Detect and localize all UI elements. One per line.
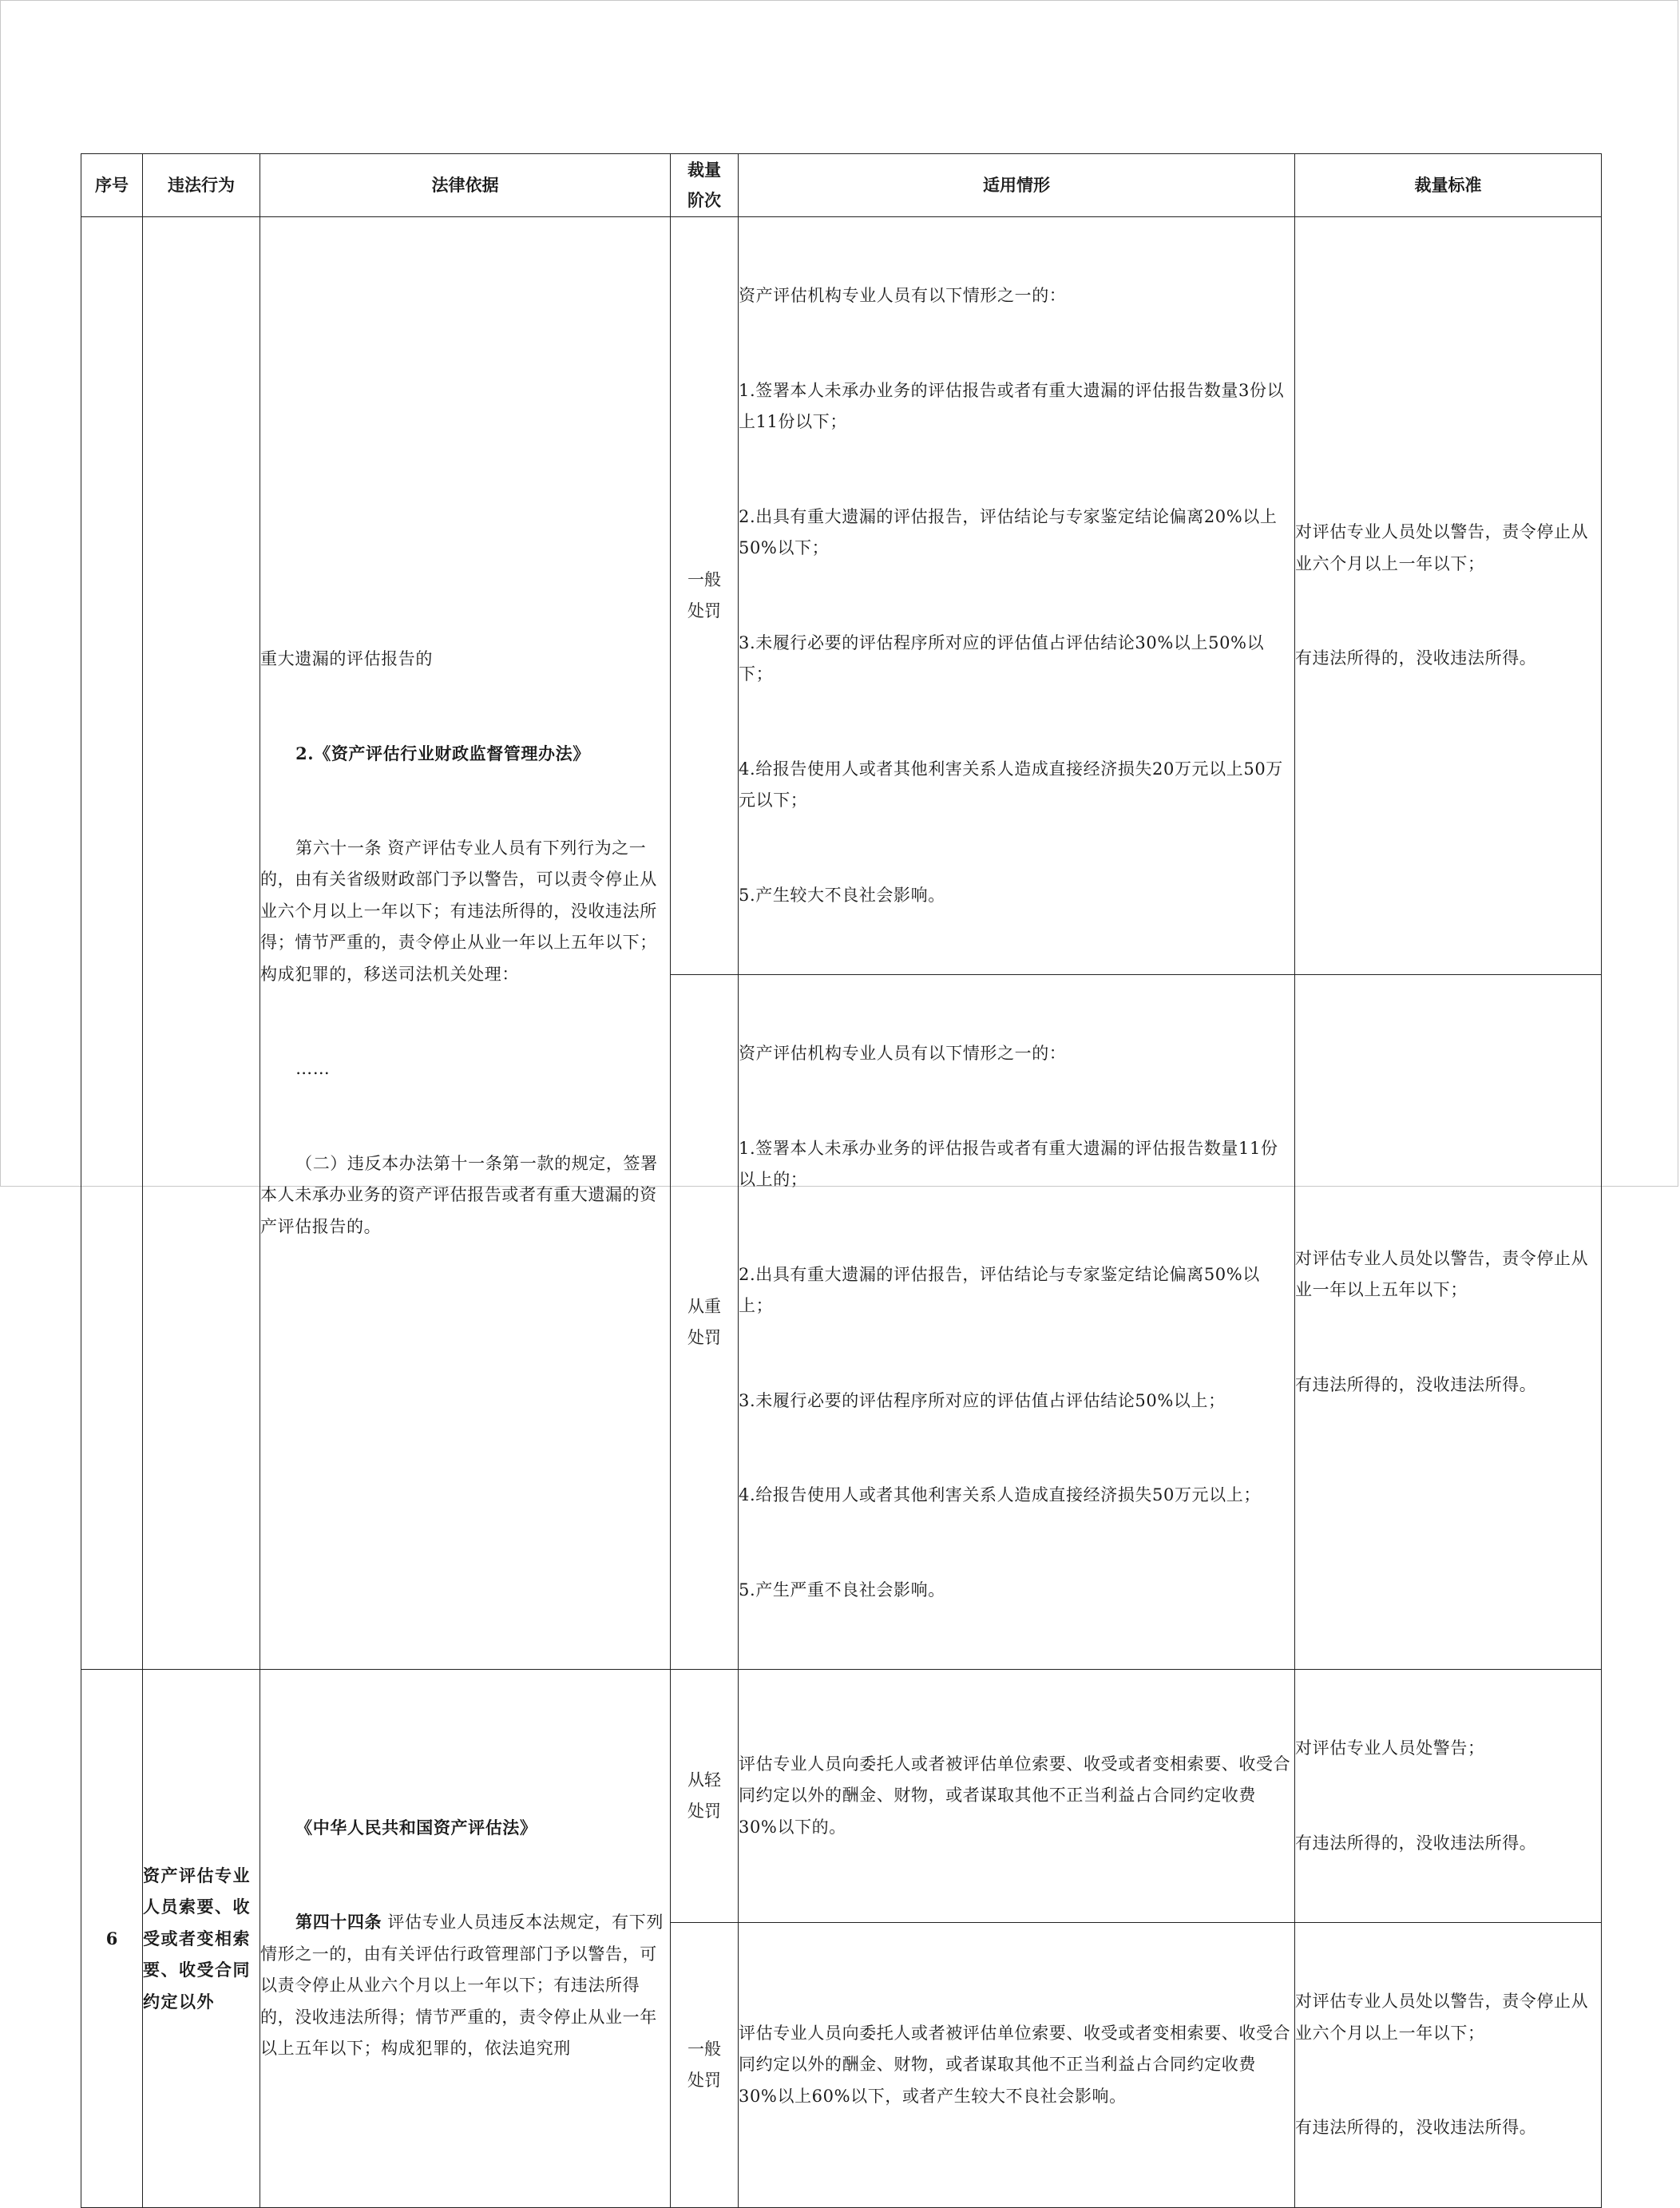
header-level-line2: 阶次 <box>687 190 721 210</box>
standard-cell <box>1295 975 1602 1670</box>
header-standard: 裁量标准 <box>1295 154 1602 217</box>
law-text-continuation: 重大遗漏的评估报告的 <box>260 648 433 668</box>
level-cell <box>671 1923 739 2208</box>
situation-item: 1.签署本人未承办业务的评估报告或者有重大遗漏的评估报告数量11份以上的； <box>739 1138 1278 1189</box>
table-row <box>81 1670 1602 1923</box>
standard-cell <box>1295 1670 1602 1923</box>
law-ellipsis: …… <box>295 1059 331 1079</box>
situation-item: 5.产生严重不良社会影响。 <box>739 1580 945 1600</box>
situation-item: 5.产生较大不良社会影响。 <box>739 885 945 905</box>
standard-cell <box>1295 1923 1602 2208</box>
standard-line: 有违法所得的，没收违法所得。 <box>1295 648 1537 668</box>
legal-basis-cell <box>260 217 671 1670</box>
serial-cell <box>81 217 143 1670</box>
situation-text: 评估专业人员向委托人或者被评估单位索要、收受或者变相索要、收受合同约定以外的酬金、财物，或者谋取其他不正当利益占合同约定收费30%以下的。 <box>739 1754 1291 1837</box>
header-legal-basis: 法律依据 <box>260 154 671 217</box>
situation-intro: 资产评估机构专业人员有以下情形之一的： <box>739 286 1067 305</box>
table-header-row <box>81 154 1602 217</box>
situation-item: 2.出具有重大遗漏的评估报告，评估结论与专家鉴定结论偏离20%以上50%以下； <box>739 506 1278 557</box>
article-text: 资产评估专业人员有下列行为之一的，由有关省级财政部门予以警告，可以责令停止从业六个月以上一年以下；有违法所得的，没收违法所得；情节严重的，责令停止从业一年以上五年以下；构成犯罪的，移送司法机关处理： <box>260 838 657 984</box>
situation-item: 4.给报告使用人或者其他利害关系人造成直接经济损失20万元以上50万元以下； <box>739 759 1283 810</box>
situation-cell <box>739 1923 1295 2208</box>
situation-cell <box>739 1670 1295 1923</box>
standard-line: 有违法所得的，没收违法所得。 <box>1295 1374 1537 1394</box>
article-label: 第四十四条 <box>295 1912 382 1932</box>
header-violation: 违法行为 <box>143 154 260 217</box>
standard-line: 对评估专业人员处以警告，责令停止从业一年以上五年以下； <box>1295 1248 1589 1300</box>
law-clause: （二）违反本办法第十一条第一款的规定，签署本人未承办业务的资产评估报告或者有重大遗漏的资产评估报告的。 <box>260 1153 658 1236</box>
situation-item: 3.未履行必要的评估程序所对应的评估值占评估结论30%以上50%以下； <box>739 632 1265 684</box>
violation-cell <box>143 217 260 1670</box>
level-line1: 从轻 <box>687 1770 721 1790</box>
table-row <box>81 217 1602 975</box>
header-serial: 序号 <box>81 154 143 217</box>
level-line2: 处罚 <box>687 1327 721 1347</box>
level-cell <box>671 1670 739 1923</box>
situation-cell <box>739 975 1295 1670</box>
situation-intro: 资产评估机构专业人员有以下情形之一的： <box>739 1044 1067 1063</box>
law-article <box>260 833 670 991</box>
level-line1: 一般 <box>687 2039 721 2059</box>
standard-line: 有违法所得的，没收违法所得。 <box>1295 1833 1537 1853</box>
standard-line: 对评估专业人员处警告； <box>1295 1738 1485 1758</box>
situation-item: 3.未履行必要的评估程序所对应的评估值占评估结论50%以上； <box>739 1390 1226 1410</box>
violation-cell: 资产评估专业人员索要、收受或者变相索要、收受合同约定以外 <box>143 1670 260 2208</box>
situation-text: 评估专业人员向委托人或者被评估单位索要、收受或者变相索要、收受合同约定以外的酬金、财物，或者谋取其他不正当利益占合同约定收费30%以上60%以下，或者产生较大不良社会影响。 <box>739 2023 1291 2106</box>
level-cell <box>671 217 739 975</box>
article-text: 评估专业人员违反本法规定，有下列情形之一的，由有关评估行政管理部门予以警告，可以责令停止从业六个月以上一年以下；有违法所得的，没收违法所得；情节严重的，责令停止从业一年以上五年以下；构成犯罪的，依法追究刑 <box>260 1913 664 2059</box>
article-label: 第六十一条 <box>295 838 382 858</box>
legal-basis-cell <box>260 1670 671 2208</box>
discretion-standard-table <box>81 153 1602 2208</box>
standard-cell <box>1295 217 1602 975</box>
header-level-line1: 裁量 <box>687 160 721 180</box>
standard-line: 有违法所得的，没收违法所得。 <box>1295 2118 1537 2137</box>
level-line2: 处罚 <box>687 2070 721 2090</box>
situation-item: 2.出具有重大遗漏的评估报告，评估结论与专家鉴定结论偏离50%以上； <box>739 1264 1260 1315</box>
header-discretion-level <box>671 154 739 217</box>
level-cell <box>671 975 739 1670</box>
level-line2: 处罚 <box>687 1802 721 1821</box>
law-title: 《中华人民共和国资产评估法》 <box>295 1817 537 1837</box>
situation-item: 1.签署本人未承办业务的评估报告或者有重大遗漏的评估报告数量3份以上11份以下； <box>739 380 1285 431</box>
level-line1: 一般 <box>687 570 721 589</box>
law-title: 2.《资产评估行业财政监督管理办法》 <box>295 743 590 764</box>
level-line1: 从重 <box>687 1296 721 1316</box>
law-article <box>260 1906 670 2065</box>
situation-cell <box>739 217 1295 975</box>
standard-line: 对评估专业人员处以警告，责令停止从业六个月以上一年以下； <box>1295 522 1589 573</box>
situation-item: 4.给报告使用人或者其他利害关系人造成直接经济损失50万元以上； <box>739 1485 1261 1504</box>
standard-line: 对评估专业人员处以警告，责令停止从业六个月以上一年以下； <box>1295 1992 1589 2043</box>
level-line2: 处罚 <box>687 601 721 620</box>
serial-cell: 6 <box>81 1670 143 2208</box>
header-situation: 适用情形 <box>739 154 1295 217</box>
